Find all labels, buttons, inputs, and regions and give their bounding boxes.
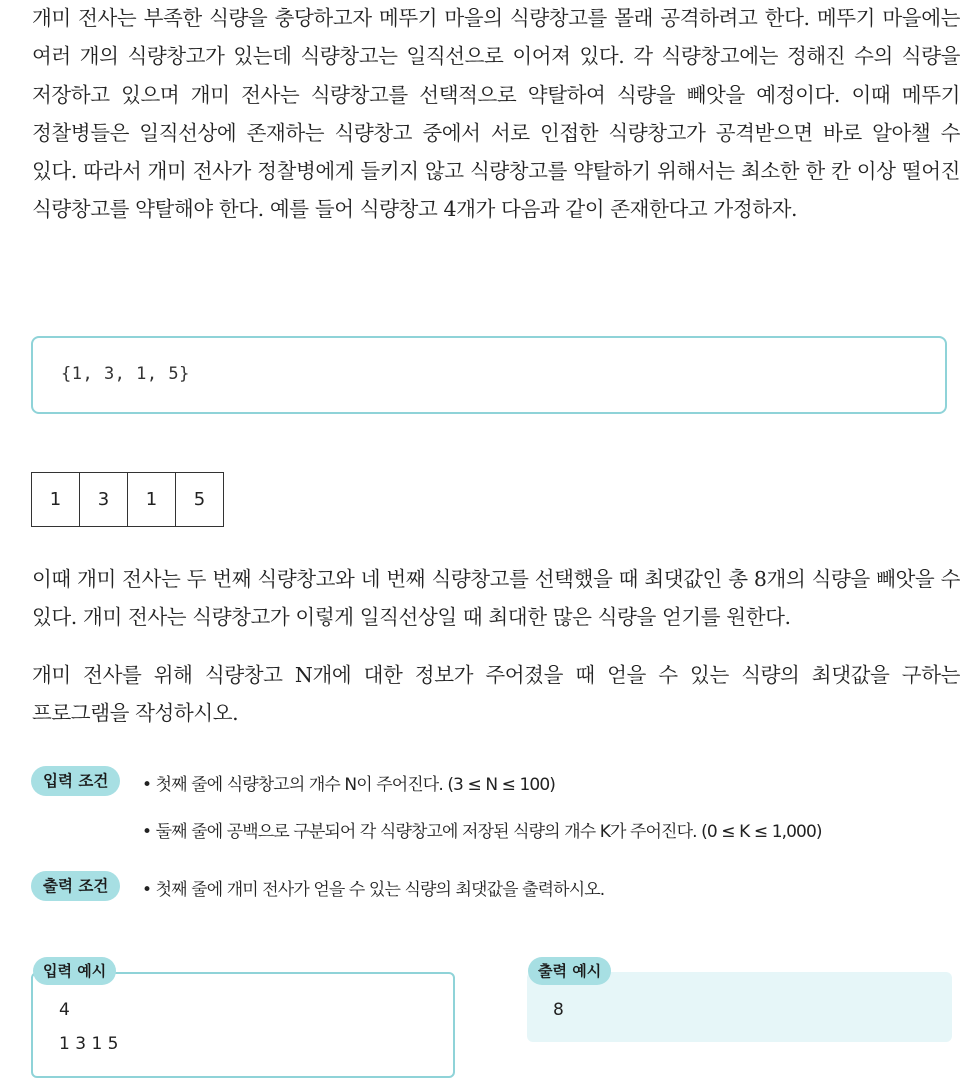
code-example-box xyxy=(31,336,947,414)
input-condition-line: • 첫째 줄에 식량창고의 개수 N이 주어진다. (3 ≤ N ≤ 100) xyxy=(142,775,555,795)
task-statement: 개미 전사를 위해 식량창고 N개에 대한 정보가 주어졌을 때 얻을 수 있는 식량의 최댓값을 구하는 프로그램을 작성하시오. xyxy=(32,663,960,726)
problem-description: 개미 전사는 부족한 식량을 충당하고자 메뚜기 마을의 식량창고를 몰래 공격하려고 한다. 메뚜기 마을에는 여러 개의 식량창고가 있는데 식량창고는 일직선으로 이어져 있다. 각 식량창고에는 정해진 수의 식량을 저장하고 있으며 개미 전사는 식량창고를 선택적으로 약탈하여 식량을 빼앗을 예정이다. 이때 메뚜기 정찰병들은 일직선상에 존재하는 식량창고 중에서 서로 인접한 식량창고가 공격받으면 바로 알아챌 수 있다. 따라서 개미 전사가 정찰병에게 들키지 않고 식량창고를 약탈하기 위해서는 최소한 한 칸 이상 떨어진 식량창고를 약탈해야 한다. 예를 들어 식량창고 4개가 다음과 같이 존재한다고 가정하자. xyxy=(32,6,960,222)
storage-cell: 1 xyxy=(128,472,176,527)
output-condition-line: • 첫째 줄에 개미 전사가 얻을 수 있는 식량의 최댓값을 출력하시오. xyxy=(142,880,605,900)
code-example-text: {1, 3, 1, 5} xyxy=(61,364,190,384)
output-example-content: 8 xyxy=(553,1000,564,1020)
example-explanation: 이때 개미 전사는 두 번째 식량창고와 네 번째 식량창고를 선택했을 때 최댓값인 총 8개의 식량을 빼앗을 수 있다. 개미 전사는 식량창고가 이렇게 일직선상일 때 최대한 많은 식량을 얻기를 원한다. xyxy=(32,567,960,630)
input-example-content: 4 1 3 1 5 xyxy=(59,1000,119,1054)
storage-cell: 3 xyxy=(80,472,128,527)
input-example-badge: 입력 예시 xyxy=(33,957,116,985)
storage-cells xyxy=(31,472,224,527)
output-condition-badge: 출력 조건 xyxy=(31,871,120,901)
input-condition-line: • 둘째 줄에 공백으로 구분되어 각 식량창고에 저장된 식량의 개수 K가 주어진다. (0 ≤ K ≤ 1,000) xyxy=(142,822,822,842)
input-condition-badge: 입력 조건 xyxy=(31,766,120,796)
output-example-badge: 출력 예시 xyxy=(528,957,611,985)
storage-cell: 1 xyxy=(32,472,80,527)
storage-cell: 5 xyxy=(176,472,224,527)
